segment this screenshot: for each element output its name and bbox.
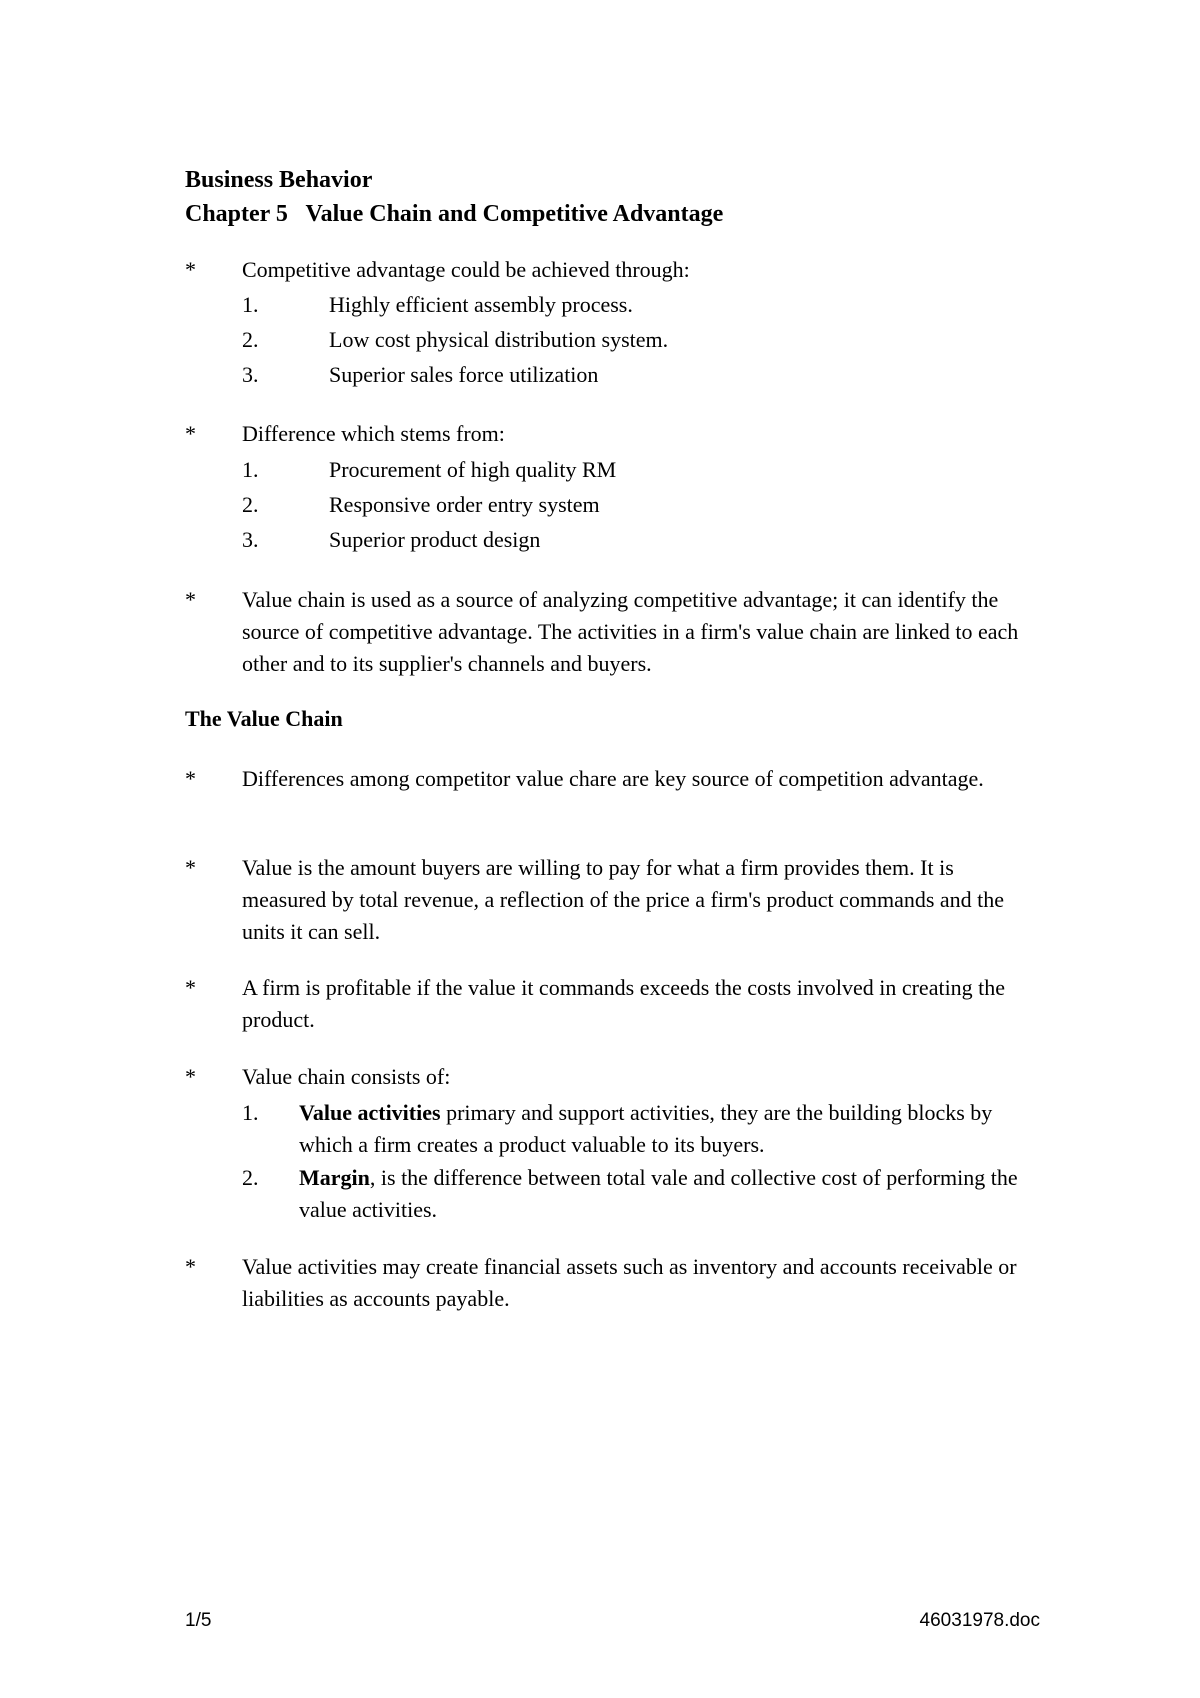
bullet-text: Differences among competitor value chare are key source of competition advantage. <box>242 766 984 791</box>
bullet-star: * <box>185 1254 196 1279</box>
list-number: 2. <box>242 1165 259 1190</box>
course-title: Business Behavior <box>185 167 373 193</box>
list-text: Highly efficient assembly process. <box>329 292 633 317</box>
list-text: Responsive order entry system <box>329 492 600 517</box>
bullet-text: Competitive advantage could be achieved through: <box>242 257 690 282</box>
bullet-text: Value chain is used as a source of analyzing competitive advantage; it can identify the source of competitive advantage. The activities in a firm's value chain are linked to each other and to its supplier's channels and buyers. <box>242 587 1019 676</box>
bullet-star: * <box>185 855 196 880</box>
page-number: 1/5 <box>185 1610 212 1631</box>
bullet-star: * <box>185 257 196 282</box>
bullet-text: Value is the amount buyers are willing to pay for what a firm provides them. It is measured by total revenue, a reflection of the price a firm's product commands and the units it can sell. <box>242 855 1005 944</box>
list-number: 1. <box>242 457 259 482</box>
term-value-activities: Value activities <box>299 1100 441 1125</box>
list-text <box>299 1097 1019 1161</box>
bullet-star: * <box>185 587 196 612</box>
list-number: 1. <box>242 292 259 317</box>
list-text: Low cost physical distribution system. <box>329 327 669 352</box>
term-definition: , is the difference between total vale and collective cost of performing the value activities. <box>299 1165 1018 1222</box>
bullet-star: * <box>185 421 196 446</box>
list-text <box>299 1162 1019 1226</box>
bullet-star: * <box>185 766 196 791</box>
file-name: 46031978.doc <box>919 1610 1040 1631</box>
term-margin: Margin <box>299 1165 370 1190</box>
bullet-text: Difference which stems from: <box>242 421 505 446</box>
list-number: 1. <box>242 1100 259 1125</box>
bullet-star: * <box>185 975 196 1000</box>
section-heading: The Value Chain <box>185 706 343 731</box>
list-number: 3. <box>242 362 259 387</box>
bullet-star: * <box>185 1064 196 1089</box>
list-text: Procurement of high quality RM <box>329 457 617 482</box>
bullet-text: Value activities may create financial assets such as inventory and accounts receivable or liabilities as accounts payable. <box>242 1254 1017 1311</box>
bullet-text: A firm is profitable if the value it commands exceeds the costs involved in creating the product. <box>242 975 1006 1032</box>
chapter-title: Chapter 5 Value Chain and Competitive Advantage <box>185 201 724 227</box>
list-number: 3. <box>242 527 259 552</box>
term-definition: primary and support activities, they are the building blocks by which a firm creates a product valuable to its buyers. <box>299 1100 993 1157</box>
bullet-text: Value chain consists of: <box>242 1064 451 1089</box>
list-text: Superior sales force utilization <box>329 362 599 387</box>
list-text: Superior product design <box>329 527 541 552</box>
list-number: 2. <box>242 492 259 517</box>
list-number: 2. <box>242 327 259 352</box>
